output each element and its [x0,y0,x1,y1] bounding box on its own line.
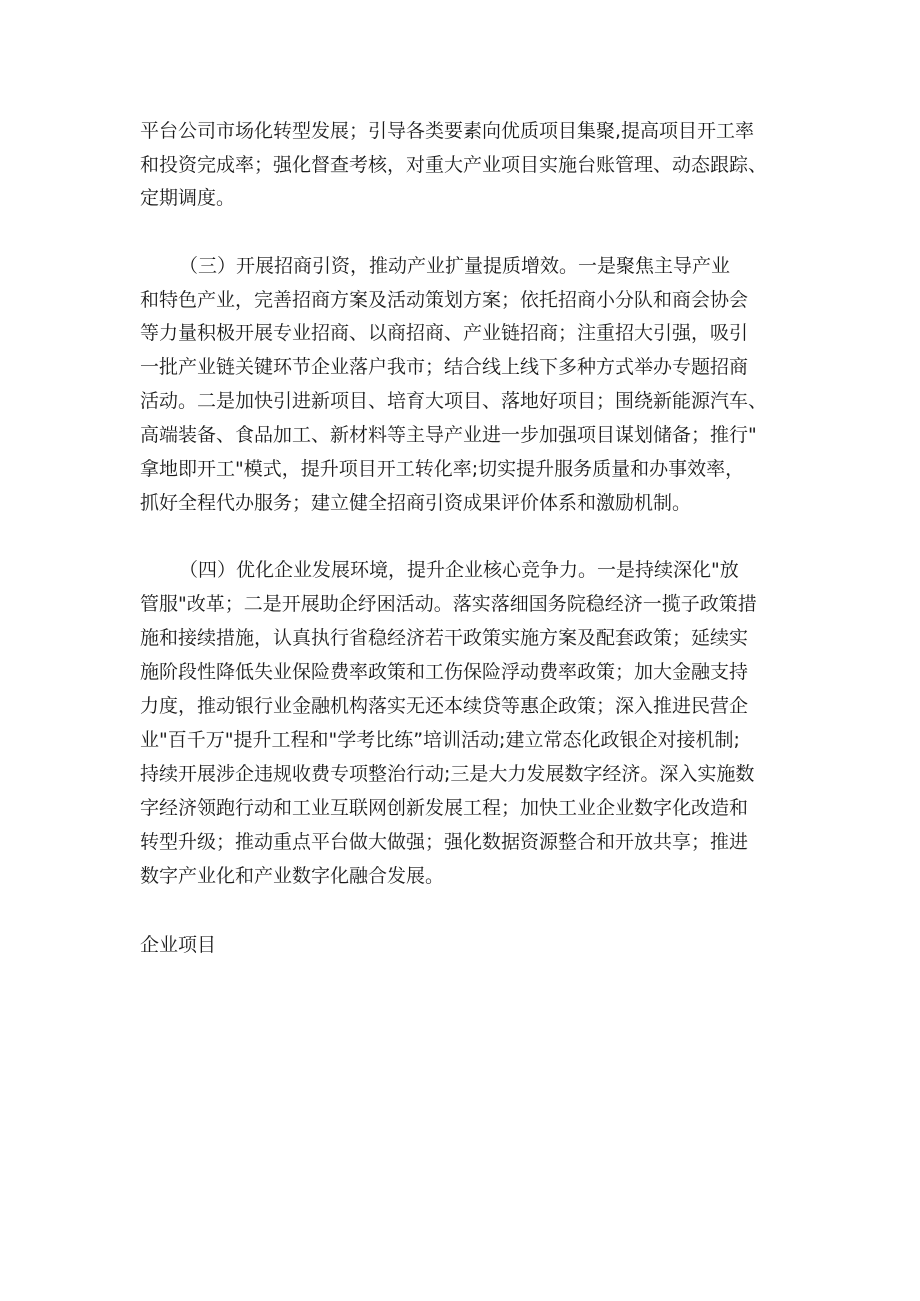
paragraph-1-line-1: 平台公司市场化转型发展；引导各类要素向优质项目集聚,提高项目开工率 [140,120,755,142]
paragraph-2-line-6: 高端装备、食品加工、新材料等主导产业进一步加强项目谋划储备；推行" [140,424,757,446]
paragraph-2-line-5: 活动。二是加快引进新项目、培育大项目、落地好项目；围绕新能源汽车、 [140,390,768,412]
paragraph-3-line-7: 持续开展涉企违规收费专项整治行动;三是大力发展数字经济。深入实施数 [140,763,755,785]
paragraph-2-line-7: 拿地即开工"模式，提升项目开工转化率;切实提升服务质量和办事效率， [140,458,745,480]
paragraph-2-line-4: 一批产业链关键环节企业落户我市；结合线上线下多种方式举办专题招商 [140,356,749,378]
paragraph-3-line-5: 力度，推动银行业金融机构落实无还本续贷等惠企政策；深入推进民营企 [140,695,749,717]
paragraph-3-line-3: 施和接续措施，认真执行省稳经济若干政策实施方案及配套政策；延续实 [140,627,749,649]
paragraph-2-line-3: 等力量积极开展专业招商、以商招商、产业链招商；注重招大引强，吸引 [140,322,749,344]
paragraph-3-line-4: 施阶段性降低失业保险费率政策和工伤保险浮动费率政策；加大金融支持 [140,661,749,683]
paragraph-1-line-2: 和投资完成率；强化督查考核，对重大产业项目实施台账管理、动态跟踪、 [140,154,768,176]
paragraph-3-line-9: 转型升级；推动重点平台做大做强；强化数据资源整合和开放共享；推进 [140,831,749,853]
paragraph-1-line-3: 定期调度。 [140,187,236,209]
section-label: 企业项目 [140,934,217,956]
paragraph-2-line-2: 和特色产业，完善招商方案及活动策划方案；依托招商小分队和商会协会 [140,289,749,311]
paragraph-3-line-1: （四）优化企业发展环境，提升企业核心竞争力。一是持续深化"放 [179,559,739,581]
paragraph-2-line-1: （三）开展招商引资，推动产业扩量提质增效。一是聚焦主导产业 [179,255,731,277]
paragraph-3-line-10: 数字产业化和产业数字化融合发展。 [140,865,445,887]
paragraph-3-line-8: 字经济领跑行动和工业互联网创新发展工程；加快工业企业数字化改造和 [140,797,749,819]
paragraph-3-line-2: 管服"改革；二是开展助企纾困活动。落实落细国务院稳经济一揽子政策措 [140,593,757,615]
paragraph-2-line-8: 抓好全程代办服务；建立健全招商引资成果评价体系和激励机制。 [140,492,692,514]
paragraph-3-line-6: 业"百千万"提升工程和"学考比练”培训活动;建立常态化政银企对接机制; [140,729,740,751]
